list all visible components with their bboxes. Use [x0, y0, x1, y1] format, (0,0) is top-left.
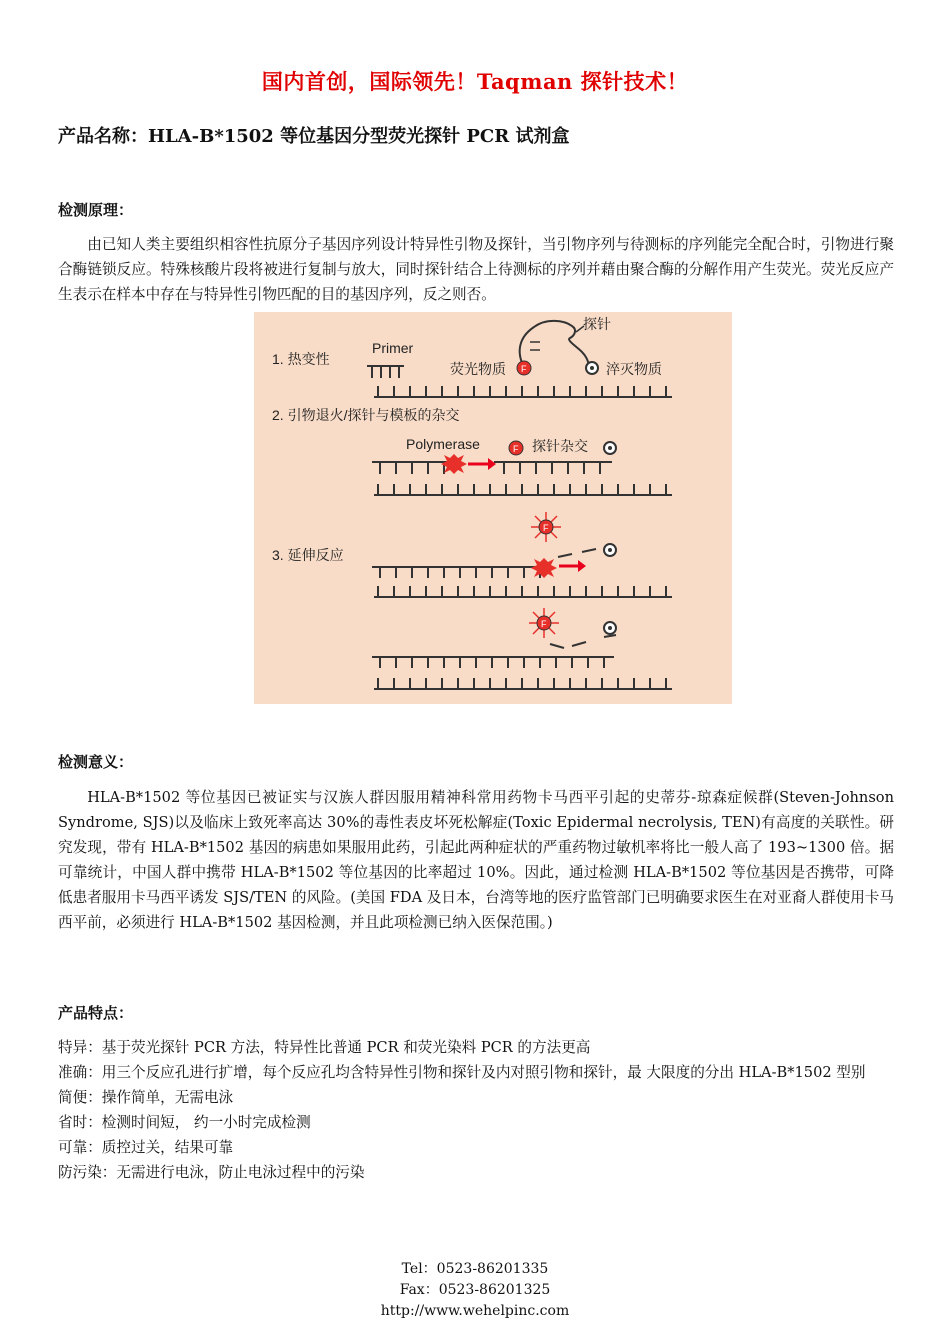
- arrow-right-icon: [488, 458, 496, 470]
- features-list: [58, 1035, 894, 1185]
- step3b-ticks: [378, 657, 666, 689]
- step2-ticks: [378, 462, 666, 495]
- feature-text: 质控过关，结果可靠: [101, 1139, 234, 1156]
- footer-url-link[interactable]: http://www.wehelpinc.com: [380, 1303, 570, 1319]
- feature-item-contamination: [58, 1160, 894, 1185]
- quencher-center-2: [608, 446, 612, 450]
- principle-text: 由已知人类主要组织相容性抗原分子基因序列设计特异性引物及探针，当引物序列与待测标的序列能完全配合时，引物进行聚合酶链锁反应。特殊核酸片段将被进行复制与放大，同时探针结合上待测标的序列并藉由聚合酶的分解作用产生荧光。荧光反应产生表示在样本中存在与特异性引物匹配的目的基因序列，反之则否。: [58, 236, 894, 303]
- feature-text: 基于荧光探针 PCR 方法，特异性比普通 PCR 和荧光染料 PCR 的方法更高: [101, 1039, 591, 1056]
- feature-text: 操作简单，无需电泳: [101, 1089, 234, 1106]
- step2-label: 2. 引物退火/探针与模板的杂交: [272, 407, 460, 423]
- product-title: 产品名称：HLA-B*1502 等位基因分型荧光探针 PCR 试剂盒: [58, 126, 570, 147]
- feature-text: 无需进行电泳，防止电泳过程中的污染: [116, 1164, 365, 1181]
- feature-label: 可靠：: [58, 1139, 102, 1156]
- primer-label: Primer: [372, 340, 414, 356]
- quencher-label: 淬灭物质: [606, 361, 662, 377]
- feature-label: 准确：: [58, 1064, 102, 1081]
- quencher-center-3: [608, 548, 612, 552]
- principle-heading: 检测原理：: [58, 201, 134, 219]
- released-fluorophore-letter-2: F: [541, 619, 547, 629]
- arrow-right-icon-2: [578, 560, 586, 572]
- feature-item-simplicity: [58, 1085, 894, 1110]
- hybrid-label: 探针杂交: [532, 438, 588, 454]
- step3a-ticks: [378, 567, 666, 597]
- feature-label: 特异：: [58, 1039, 102, 1056]
- fluor-label: 荧光物质: [450, 361, 506, 377]
- released-fluorophore-letter: F: [543, 523, 549, 533]
- taqman-diagram: [254, 312, 732, 704]
- feature-item-time: [58, 1110, 894, 1135]
- features-heading: 产品特点：: [58, 1004, 134, 1022]
- significance-heading: 检测意义：: [58, 753, 134, 771]
- quencher-center-4: [608, 626, 612, 630]
- polymerase-label: Polymerase: [406, 436, 480, 452]
- feature-label: 防污染：: [58, 1164, 117, 1181]
- feature-item-specificity: [58, 1035, 894, 1060]
- taqman-diagram-svg: [254, 312, 732, 704]
- footer-contact: [0, 1259, 950, 1322]
- step1-label: 1. 热变性: [272, 351, 330, 367]
- feature-text: 检测时间短， 约一小时完成检测: [101, 1114, 311, 1131]
- footer-fax: Fax：0523-86201325: [399, 1282, 551, 1298]
- probe-label: 探针: [583, 316, 611, 332]
- step1-template-ticks: [378, 386, 666, 397]
- significance-text: HLA-B*1502 等位基因已被证实与汉族人群因服用精神科常用药物卡马西平引起的史蒂芬-琼森症候群(Steven-Johnson Syndrome, SJS)以及临床上致死率高达 30%的毒性表皮坏死松解症(Toxic Epidermal necrolysis, TEN)有高度的关联性。研究发现，带有 HLA-B*1502 基因的病患如果服用此药，引起此两种症状的严重药物过敏机率将比一般人高了 193~1300 倍。据可靠统计，中国人群中携带 HLA-B*1502 等位基因的比率超过 10%。因此，通过检测 HLA-B*1502 等位基因是否携带，可降低患者服用卡马西平诱发 SJS/TEN 的风险。(美国 FDA 及日本，台湾等地的医疗监管部门已明确要求医生在对亚裔人群使用卡马西平前，必须进行 HLA-B*1502 基因检测，并且此项检测已纳入医保范围。): [58, 789, 894, 931]
- polymerase-icon-2: [531, 558, 557, 578]
- footer-tel: Tel：0523-86201335: [401, 1261, 549, 1277]
- feature-text: 用三个反应孔进行扩增，每个反应孔均含特异性引物和探针及内对照引物和探针，最 大限度的分出 HLA-B*1502 型别: [101, 1064, 866, 1081]
- quencher-center: [590, 366, 594, 370]
- feature-label: 省时：: [58, 1114, 102, 1131]
- feature-label: 简便：: [58, 1089, 102, 1106]
- headline: 国内首创，国际领先！Taqman 探针技术！: [261, 69, 689, 94]
- feature-item-accuracy: [58, 1060, 894, 1085]
- fluorophore-letter-2: F: [513, 444, 519, 454]
- feature-item-reliability: [58, 1135, 894, 1160]
- step3-label: 3. 延伸反应: [272, 547, 344, 563]
- fluorophore-letter: F: [521, 364, 527, 374]
